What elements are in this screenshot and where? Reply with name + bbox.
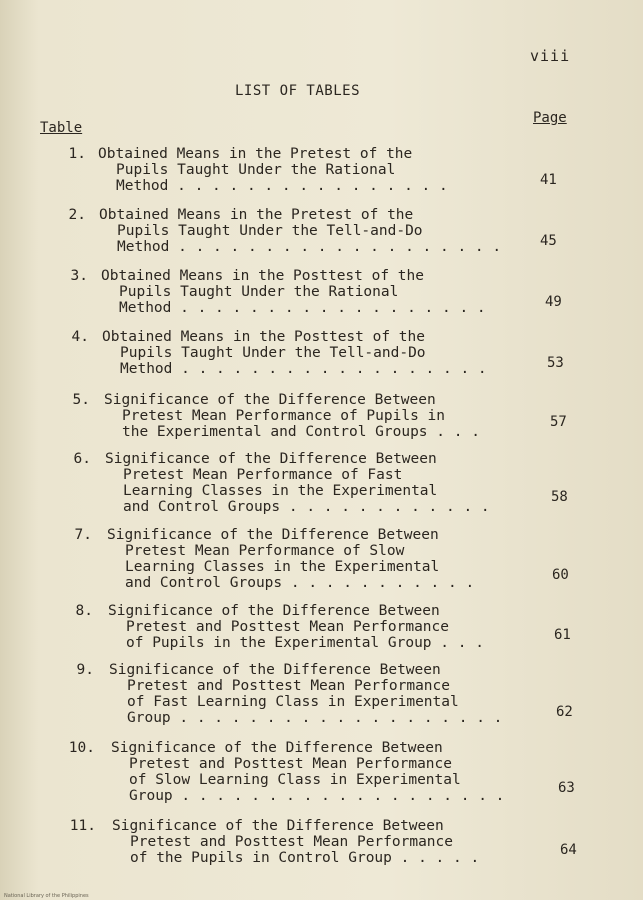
entry-page-number: 45 — [540, 233, 557, 249]
leader-dots: . . . . . — [400, 850, 480, 866]
leader-dots: . . . . . . . . . . . . . . . . . . . — [178, 239, 502, 255]
entry-page-number: 63 — [558, 780, 575, 796]
entry-number: 7. — [74, 527, 92, 543]
entry-title-line — [98, 146, 448, 162]
entry-number: 8. — [75, 603, 93, 619]
entry-title — [101, 268, 486, 316]
entry-title-line — [108, 603, 484, 619]
entry-title-text: and Control Groups — [125, 575, 283, 591]
entry-title-text: Pupils Taught Under the Tell-and-Do — [120, 345, 426, 361]
leader-dots: . . . . . . . . . . . . . . . . . . — [181, 361, 487, 377]
entry-title-line — [105, 499, 490, 515]
entry-title-text: Significance of the Difference Between — [109, 662, 441, 678]
entry-title-text: Pretest Mean Performance of Fast — [123, 467, 403, 483]
entry-number: 5. — [72, 392, 90, 408]
leader-dots: . . . . . . . . . . . . . . . . . . — [180, 300, 486, 316]
entry-title — [98, 146, 448, 194]
entry-title-line — [112, 850, 479, 866]
entry-title-text: Method — [117, 239, 170, 255]
entry-title-line — [109, 662, 502, 678]
entry-number: 3. — [70, 268, 88, 284]
entry-title — [109, 662, 502, 726]
leader-dots: . . . . . . . . . . . . . . . . . . . — [181, 788, 505, 804]
entry-title-line — [108, 619, 484, 635]
footer-watermark: National Library of the Philippines — [4, 893, 89, 899]
entry-title-text: Obtained Means in the Posttest of the — [102, 329, 426, 345]
entry-page-number: 41 — [540, 172, 557, 188]
entry-title-text: Pretest and Posttest Mean Performance — [129, 756, 453, 772]
entry-number: 10. — [68, 740, 95, 756]
entry-title-line — [112, 834, 479, 850]
entry-title-text: of the Pupils in Control Group — [130, 850, 392, 866]
entry-title-line — [109, 694, 502, 710]
entry-page-number: 60 — [552, 567, 569, 583]
entry-title-text: Significance of the Difference Between — [112, 818, 444, 834]
entry-title-text: Pretest Mean Performance of Slow — [125, 543, 405, 559]
entry-number: 6. — [73, 451, 91, 467]
entry-title — [105, 451, 490, 515]
entry-title-text: and Control Groups — [123, 499, 281, 515]
entry-title-line — [105, 451, 490, 467]
entry-page-number: 53 — [547, 355, 564, 371]
leader-dots: . . . . . . . . . . . — [290, 575, 475, 591]
entry-title-line — [99, 223, 501, 239]
entry-title-text: Pupils Taught Under the Tell-and-Do — [117, 223, 423, 239]
entry-title-text: of Pupils in the Experimental Group — [126, 635, 432, 651]
entry-title-text: Learning Classes in the Experimental — [123, 483, 438, 499]
entry-title-line — [109, 678, 502, 694]
column-header-page: Page — [533, 110, 567, 126]
leader-dots: . . . — [436, 424, 480, 440]
entry-title-text: Group — [129, 788, 173, 804]
entry-page-number: 61 — [554, 627, 571, 643]
entry-title-text: Obtained Means in the Pretest of the — [99, 207, 414, 223]
entry-title-text: of Slow Learning Class in Experimental — [129, 772, 461, 788]
leader-dots: . . . . . . . . . . . . . . . . . . . — [179, 710, 503, 726]
entry-title-text: Method — [119, 300, 172, 316]
entry-title-line — [107, 559, 474, 575]
entry-title-text: Pretest and Posttest Mean Performance — [130, 834, 454, 850]
list-title: LIST OF TABLES — [235, 83, 361, 99]
entry-title — [108, 603, 484, 651]
entry-title — [102, 329, 487, 377]
entry-title-text: of Fast Learning Class in Experimental — [127, 694, 459, 710]
entry-title-text: Pretest and Posttest Mean Performance — [126, 619, 450, 635]
entry-title-line — [102, 329, 487, 345]
entry-title-text: Pretest Mean Performance of Pupils in — [122, 408, 446, 424]
entry-title — [111, 740, 504, 804]
entry-page-number: 58 — [551, 489, 568, 505]
entry-title-line — [99, 207, 501, 223]
entry-title-line — [108, 635, 484, 651]
leader-dots: . . . . . . . . . . . . — [288, 499, 490, 515]
entry-title-text: Learning Classes in the Experimental — [125, 559, 440, 575]
entry-page-number: 62 — [556, 704, 573, 720]
entry-title-text: the Experimental and Control Groups — [122, 424, 428, 440]
page-number: viii — [530, 47, 571, 65]
entry-title-line — [104, 408, 480, 424]
entry-number: 9. — [76, 662, 94, 678]
entry-title-line — [102, 361, 487, 377]
entry-title-line — [104, 424, 480, 440]
entry-page-number: 64 — [560, 842, 577, 858]
leader-dots: . . . — [440, 635, 484, 651]
entry-title-line — [111, 756, 504, 772]
entry-title-line — [105, 483, 490, 499]
entry-title-line — [98, 162, 448, 178]
entry-number: 11. — [69, 818, 96, 834]
entry-title-line — [107, 575, 474, 591]
entry-title-text: Significance of the Difference Between — [108, 603, 440, 619]
entry-number: 1. — [68, 146, 86, 162]
entry-title-line — [111, 788, 504, 804]
entry-title-line — [107, 543, 474, 559]
entry-title-text: Pupils Taught Under the Rational — [119, 284, 399, 300]
entry-title-line — [99, 239, 501, 255]
entry-number: 4. — [71, 329, 89, 345]
entry-title — [99, 207, 501, 255]
entry-title-line — [101, 284, 486, 300]
entry-title-text: Group — [127, 710, 171, 726]
entry-title-line — [101, 300, 486, 316]
entry-title-text: Significance of the Difference Between — [105, 451, 437, 467]
entry-title — [112, 818, 479, 866]
entry-number: 2. — [68, 207, 86, 223]
entry-title-text: Method — [120, 361, 173, 377]
entry-title — [104, 392, 480, 440]
entry-title-text: Significance of the Difference Between — [107, 527, 439, 543]
entry-title-line — [102, 345, 487, 361]
entry-title-line — [107, 527, 474, 543]
entry-title-line — [98, 178, 448, 194]
entry-title-text: Pupils Taught Under the Rational — [116, 162, 396, 178]
entry-title-line — [111, 772, 504, 788]
entry-page-number: 57 — [550, 414, 567, 430]
entry-title-line — [104, 392, 480, 408]
entry-page-number: 49 — [545, 294, 562, 310]
entry-title-text: Pretest and Posttest Mean Performance — [127, 678, 451, 694]
entry-title-text: Method — [116, 178, 169, 194]
column-header-table: Table — [40, 120, 83, 136]
entry-title-text: Significance of the Difference Between — [111, 740, 443, 756]
entry-title-text: Significance of the Difference Between — [104, 392, 436, 408]
entry-title-line — [101, 268, 486, 284]
entry-title-line — [109, 710, 502, 726]
entry-title-line — [112, 818, 479, 834]
entry-title-line — [111, 740, 504, 756]
entry-title-text: Obtained Means in the Pretest of the — [98, 146, 413, 162]
entry-title — [107, 527, 474, 591]
leader-dots: . . . . . . . . . . . . . . . . — [177, 178, 448, 194]
entry-title-text: Obtained Means in the Posttest of the — [101, 268, 425, 284]
entry-title-line — [105, 467, 490, 483]
